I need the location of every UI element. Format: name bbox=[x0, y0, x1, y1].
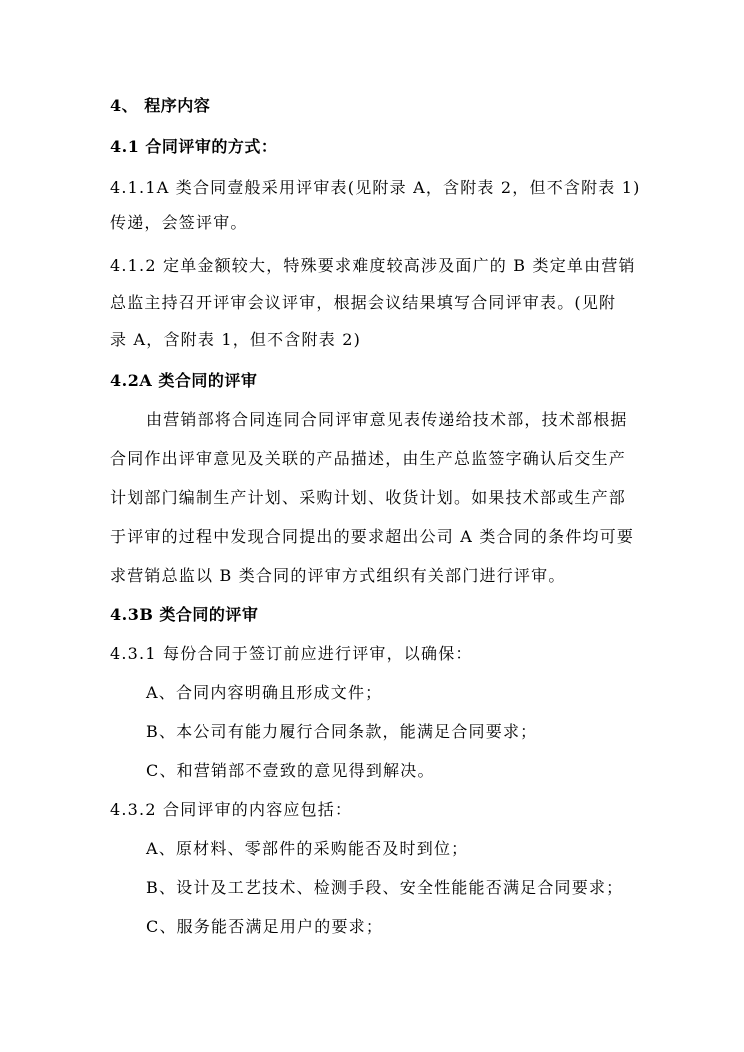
paragraph-4-1-2-line-1: 4.1.2 定单金额较大，特殊要求难度较高涉及面广的 B 类定单由营销 bbox=[110, 256, 636, 275]
list-item-4-3-1-b: B、本公司有能力履行合同条款，能满足合同要求； bbox=[146, 722, 538, 741]
paragraph-4-2-line-5: 求营销总监以 B 类合同的评审方式组织有关部门进行评审。 bbox=[110, 566, 566, 585]
paragraph-4-3-1: 4.3.1 每份合同于签订前应进行评审，以确保： bbox=[110, 644, 473, 663]
list-item-4-3-2-a: A、原材料、零部件的采购能否及时到位； bbox=[146, 839, 469, 858]
paragraph-4-1-1-line-2: 传递，会签评审。 bbox=[110, 213, 248, 232]
paragraph-4-2-line-4: 于评审的过程中发现合同提出的要求超出公司 A 类合同的条件均可要 bbox=[110, 527, 635, 546]
heading-4-1: 4.1 合同评审的方式： bbox=[110, 137, 278, 156]
paragraph-4-1-2-line-2: 总监主持召开评审会议评审，根据会议结果填写合同评审表。(见附 bbox=[110, 293, 617, 312]
paragraph-4-2-line-1: 由营销部将合同连同合同评审意见表传递给技术部，技术部根据 bbox=[146, 410, 628, 429]
list-item-4-3-2-c: C、服务能否满足用户的要求； bbox=[146, 917, 384, 936]
heading-4-3: 4.3B 类合同的评审 bbox=[110, 605, 259, 624]
paragraph-4-2-line-2: 合同作出评审意见及关联的产品描述，由生产总监签字确认后交生产 bbox=[110, 449, 627, 468]
paragraph-4-1-2-line-3: 录 A，含附表 1，但不含附表 2) bbox=[110, 330, 362, 349]
heading-4-2: 4.2A 类合同的评审 bbox=[110, 371, 258, 390]
paragraph-4-3-2: 4.3.2 合同评审的内容应包括： bbox=[110, 800, 353, 819]
paragraph-4-2-line-3: 计划部门编制生产计划、采购计划、收货计划。如果技术部或生产部 bbox=[110, 488, 627, 507]
paragraph-4-1-1-line-1: 4.1.1A 类合同壹般采用评审表(见附录 A，含附表 2，但不含附表 1) bbox=[110, 178, 641, 197]
list-item-4-3-1-c: C、和营销部不壹致的意见得到解决。 bbox=[146, 761, 435, 780]
list-item-4-3-2-b: B、设计及工艺技术、检测手段、安全性能能否满足合同要求； bbox=[146, 878, 624, 897]
section-title: 4、 程序内容 bbox=[110, 96, 211, 115]
list-item-4-3-1-a: A、合同内容明确且形成文件； bbox=[146, 683, 383, 702]
